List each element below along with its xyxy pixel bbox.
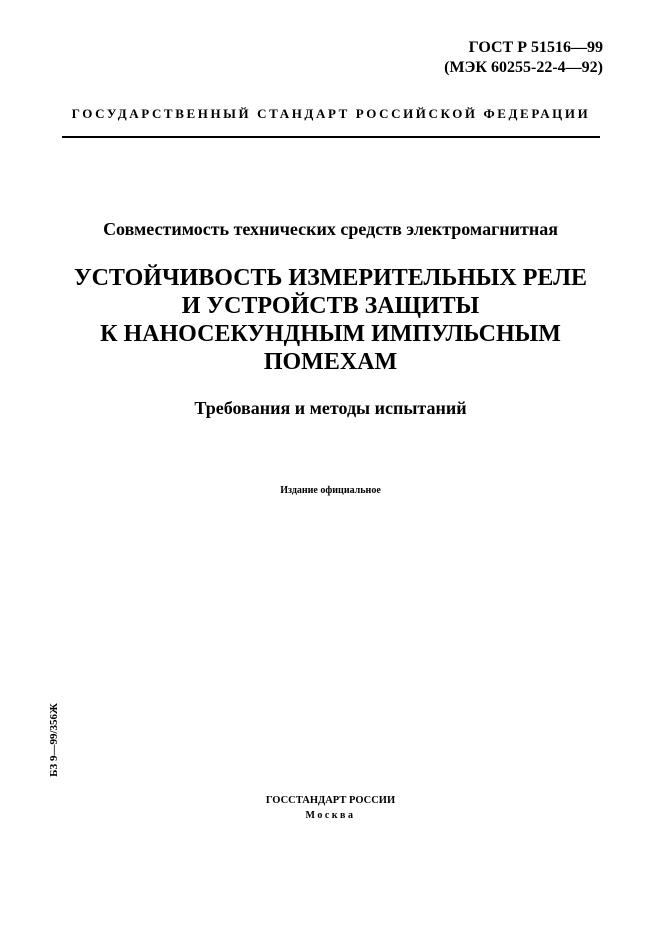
title-line: ПОМЕХАМ bbox=[263, 349, 398, 375]
title-line: И УСТРОЙСТВ ЗАЩИТЫ bbox=[181, 293, 480, 319]
title-line: УСТОЙЧИВОСТЬ ИЗМЕРИТЕЛЬНЫХ РЕЛЕ bbox=[73, 265, 587, 291]
publisher: ГОССТАНДАРТ РОССИИ bbox=[265, 795, 396, 806]
state-standard-label: ГОСУДАРСТВЕННЫЙ СТАНДАРТ РОССИЙСКОЙ ФЕДЕРАЦИИ bbox=[71, 106, 591, 121]
document-title bbox=[30, 264, 631, 376]
title-line: К НАНОСЕКУНДНЫМ ИМПУЛЬСНЫМ bbox=[100, 321, 561, 347]
publication-city: Москва bbox=[305, 810, 356, 821]
document-subtitle: Требования и методы испытаний bbox=[194, 398, 467, 418]
header-divider bbox=[62, 136, 600, 138]
iec-reference: (МЭК 60255-22-4—92) bbox=[444, 59, 603, 76]
edition-label: Издание официальное bbox=[280, 485, 381, 496]
standard-number-block bbox=[444, 38, 603, 78]
side-code: БЗ 9—99/356Ж bbox=[48, 703, 60, 777]
standard-number: ГОСТ Р 51516—99 bbox=[468, 39, 603, 56]
subject-line: Совместимость технических средств электромагнитная bbox=[103, 219, 558, 239]
